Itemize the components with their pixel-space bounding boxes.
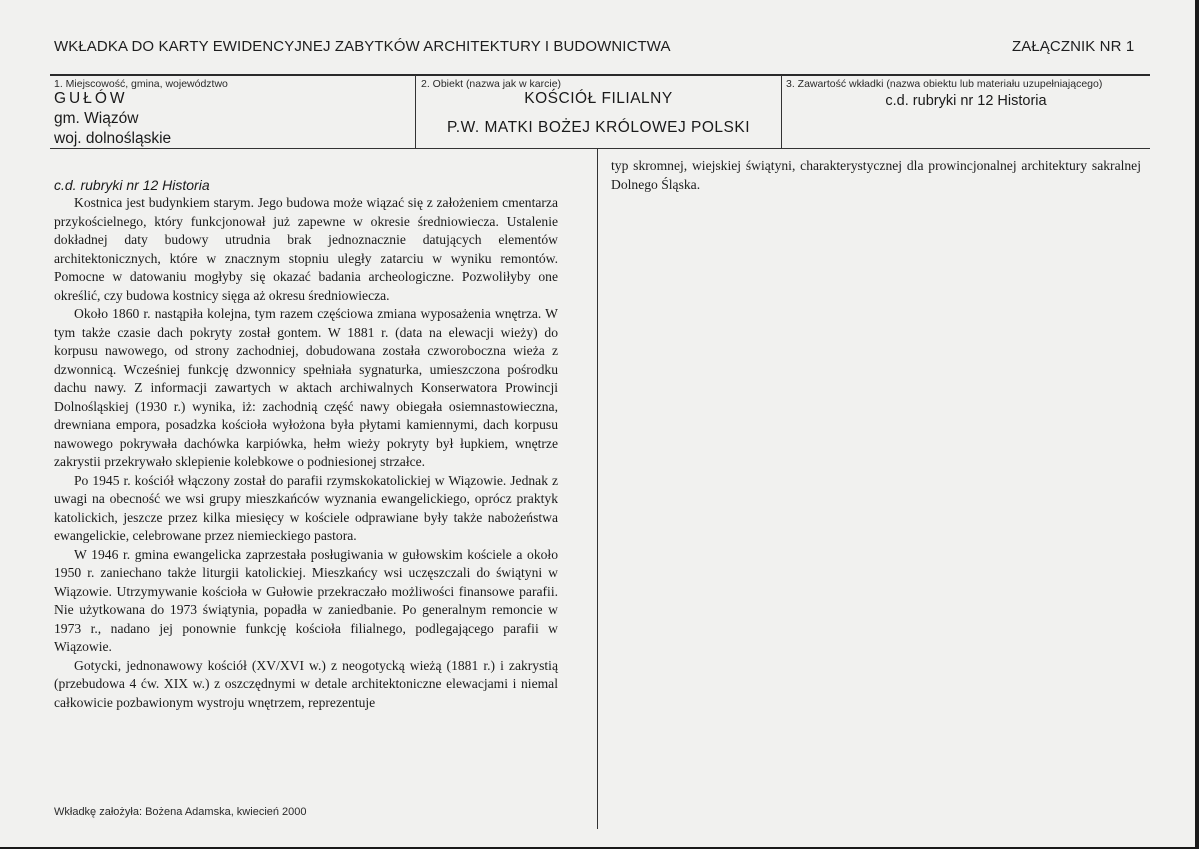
- field-divider-2: [781, 75, 782, 149]
- annex-label: ZAŁĄCZNIK NR 1: [1012, 38, 1135, 55]
- content-caption: 3. Zawartość wkładki (nazwa obiektu lub materiału uzupełniającego): [786, 78, 1103, 90]
- top-rule: [50, 74, 1150, 76]
- paragraph: Około 1860 r. nastąpiła kolejna, tym razem częściowa zmiana wyposażenia wnętrza. W tym także czasie dach pokryty został gontem. W 1881 r. (data na elewacji wieży) do korpusu nawowego, od strony zachodniej, dobudowana została czworoboczna wieża z dzwonnicą. Wcześniej funkcję dzwonnicy spełniała sygnaturka, umieszczona pośrodku dachu nawy. Z informacji zawartych w aktach archiwalnych Konserwatora Prowincji Dolnośląskiej (1930 r.) wynika, iż: zachodnią część nawy obiegała osiemnastowieczna, drewniana empora, posadzka kościoła wyłożona była płytami kamiennymi, dach korpusu nawowego pokrywała dachówka karpiówka, hełm wieży pokryty był łupkiem, wnętrze zakrystii przekrywało sklepienie kolebkowe o podniesionej strzałce.: [54, 306, 558, 469]
- text-column-right: [611, 157, 1141, 194]
- paragraph: Kostnica jest budynkiem starym. Jego budowa może wiązać się z założeniem cmentarza przykościelnego, który funkcjonował już zapewne w okresie średniowiecza. Ustalenie dokładnej daty budowy utrudnia brak jednoznacznie datujących elementów architektonicznych, które w znacznym stopniu uległy zatarciu w wyniku remontów. Pomocne w datowaniu mogłyby się okazać badania archeologiczne. Pozwoliłyby one określić, czy budowa kostnicy sięga aż okresu średniowiecza.: [54, 195, 558, 303]
- content-value: c.d. rubryki nr 12 Historia: [885, 93, 1047, 109]
- field-divider-1: [415, 75, 416, 149]
- paragraph: W 1946 r. gmina ewangelicka zaprzestała posługiwania w gułowskim kościele a około 1950 r. zaniechano także liturgii katolickiej. Mieszkańcy wsi uczęszczali do świątyni w Wiązowie. Utrzymywanie kościoła w Gułowie przekraczało możliwości finansowe parafii. Nie użytkowana do 1973 świątynia, popadła w zaniedbanie. Po generalnym remoncie w 1973 r., nadano jej ponownie funkcję kościoła filialnego, podlegającego parafii w Wiązowie.: [54, 546, 558, 654]
- commune-name: gm. Wiązów: [54, 110, 139, 127]
- author-note: Wkładkę założyła: Bożena Adamska, kwiecień 2000: [54, 806, 307, 818]
- object-name-line2: P.W. MATKI BOŻEJ KRÓLOWEJ POLSKI: [446, 119, 751, 136]
- scan-edge-right: [1195, 0, 1199, 849]
- paragraph: Po 1945 r. kościół włączony został do parafii rzymskokatolickiej w Wiązowie. Jednak z uwagi na obecność we wsi grupy mieszkańców wyznania ewangelickiego, oprócz praktyk katolickich, jeszcze przez kilka miesięcy w kościele odprawiane były także nabożeństwa ewangelickie, celebrowane przez niemieckiego pastora.: [54, 472, 558, 543]
- section-heading: c.d. rubryki nr 12 Historia: [54, 177, 210, 193]
- paragraph-continuation: typ skromnej, wiejskiej świątyni, charakterystycznej dla prowincjonalnej architektury sakralnej Dolnego Śląska.: [611, 158, 1141, 192]
- column-divider: [597, 149, 598, 829]
- voivodeship-name: woj. dolnośląskie: [54, 130, 172, 147]
- object-caption: 2. Obiekt (nazwa jak w karcie): [421, 78, 562, 90]
- text-column-left: [54, 194, 558, 712]
- form-title: WKŁADKA DO KARTY EWIDENCYJNEJ ZABYTKÓW ARCHITEKTURY I BUDOWNICTWA: [54, 38, 671, 55]
- place-name: GUŁÓW: [54, 90, 128, 107]
- location-caption: 1. Miejscowość, gmina, województwo: [54, 78, 228, 90]
- paragraph: Gotycki, jednonawowy kościół (XV/XVI w.) z neogotycką wieżą (1881 r.) i zakrystią (przebudowa 4 ćw. XIX w.) z oszczędnymi w detale architektoniczne elewacjami i niemal całkowicie pozbawionym wystroju wnętrzem, reprezentuje: [54, 657, 558, 710]
- object-name-line1: KOŚCIÓŁ FILIALNY: [524, 90, 673, 107]
- fields-bottom-rule: [50, 148, 1150, 149]
